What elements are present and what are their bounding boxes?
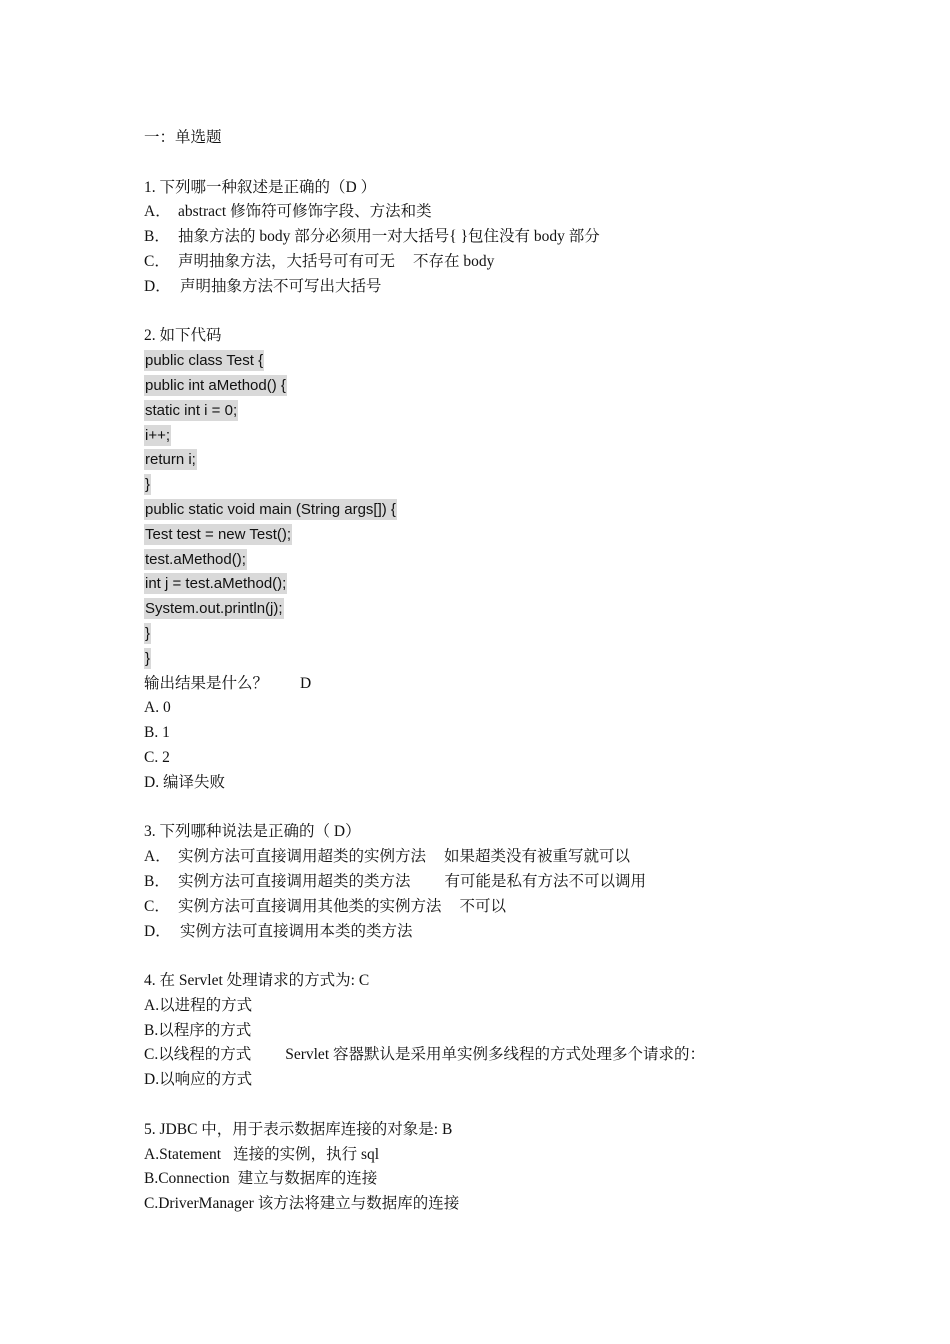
option-d: D.以响应的方式 (144, 1071, 253, 1089)
code-line (144, 473, 844, 498)
option-text: 实例方法可直接调用其他类的实例方法 (178, 897, 442, 915)
code-line (144, 597, 844, 622)
code-text: public class Test { (145, 352, 264, 370)
question-stem: 4. 在 Servlet 处理请求的方式为: C (144, 972, 370, 990)
option-c: C. 2 (144, 748, 170, 766)
question-4 (144, 969, 844, 1093)
code-text: int j = test.aMethod(); (145, 575, 287, 593)
option-note: 连接的实例，执行 sql (233, 1145, 380, 1163)
question-2 (144, 324, 844, 795)
code-text: System.out.println(j); (145, 600, 283, 618)
option-c (144, 1192, 844, 1217)
option-text: C.以线程的方式 (144, 1046, 252, 1064)
option-text: 声明抽象方法，大括号可有可无 (178, 252, 396, 270)
option-note: 如果超类没有被重写就可以 (444, 848, 631, 866)
option-text: 抽象方法的 body 部分必须用一对大括号{ }包住没有 body 部分 (178, 228, 600, 246)
question-stem: 1. 下列哪一种叙述是正确的（D ） (144, 178, 377, 196)
section-title: 一：单选题 (144, 129, 222, 146)
option-label: D． (144, 277, 171, 295)
option-note: Servlet 容器默认是采用单实例多线程的方式处理多个请求的： (285, 1046, 705, 1064)
option-note: 该方法将建立与数据库的连接 (257, 1195, 460, 1213)
option-note: 建立与数据库的连接 (237, 1170, 378, 1188)
option-b (144, 225, 844, 250)
document-page (144, 126, 844, 1217)
question-stem: 2. 如下代码 (144, 327, 222, 345)
question-stem: 3. 下列哪种说法是正确的（ D） (144, 823, 361, 841)
code-block (144, 349, 844, 671)
code-text: } (145, 649, 151, 667)
option-text: 实例方法可直接调用本类的类方法 (180, 922, 413, 940)
option-c (144, 895, 844, 920)
option-note: 不存在 body (413, 252, 495, 270)
question-stem: 5. JDBC 中，用于表示数据库连接的对象是: B (144, 1120, 453, 1138)
code-line (144, 647, 844, 672)
blank-line (144, 151, 844, 176)
option-text: C.DriverManager (144, 1195, 254, 1213)
option-text: A.Statement (144, 1145, 222, 1163)
question-3 (144, 820, 844, 944)
question-prompt (144, 672, 844, 697)
option-text: abstract 修饰符可修饰字段、方法和类 (178, 203, 432, 221)
code-text: i++; (145, 426, 171, 444)
blank-line (144, 1093, 844, 1118)
code-text: test.aMethod(); (145, 550, 246, 568)
code-text: static int i = 0; (145, 401, 238, 419)
code-line (144, 622, 844, 647)
option-label: C． (144, 897, 170, 915)
option-text: 实例方法可直接调用超类的实例方法 (178, 848, 427, 866)
option-label: C． (144, 252, 170, 270)
option-b: B.以程序的方式 (144, 1021, 252, 1039)
code-text: } (145, 476, 151, 494)
blank-line (144, 796, 844, 821)
code-text: } (145, 624, 151, 642)
option-a (144, 845, 844, 870)
question-1 (144, 176, 844, 300)
option-c (144, 1043, 844, 1068)
code-line (144, 572, 844, 597)
code-text: return i; (145, 451, 196, 469)
option-note: 不可以 (459, 897, 507, 915)
blank-line (144, 944, 844, 969)
option-text: 实例方法可直接调用超类的类方法 (178, 872, 411, 890)
option-label: D． (144, 922, 171, 940)
blank-line (144, 300, 844, 325)
code-line (144, 374, 844, 399)
code-line (144, 399, 844, 424)
code-line (144, 448, 844, 473)
option-a (144, 200, 844, 225)
option-a (144, 1143, 844, 1168)
option-b (144, 1167, 844, 1192)
option-text: B.Connection (144, 1170, 230, 1188)
code-line (144, 523, 844, 548)
option-b (144, 870, 844, 895)
option-a: A.以进程的方式 (144, 996, 253, 1014)
option-c (144, 250, 844, 275)
option-d (144, 275, 844, 300)
option-text: 声明抽象方法不可写出大括号 (180, 277, 382, 295)
answer-text: D (300, 674, 312, 692)
option-label: A． (144, 203, 171, 221)
code-text: Test test = new Test(); (145, 525, 292, 543)
option-b: B. 1 (144, 724, 170, 742)
option-label: B． (144, 228, 170, 246)
code-line (144, 349, 844, 374)
option-note: 有可能是私有方法不可以调用 (444, 872, 647, 890)
option-label: A． (144, 848, 171, 866)
option-d (144, 920, 844, 945)
option-d: D. 编译失败 (144, 773, 225, 791)
prompt-text: 输出结果是什么？ (144, 674, 269, 692)
code-line (144, 548, 844, 573)
code-line (144, 498, 844, 523)
code-line (144, 424, 844, 449)
option-a: A. 0 (144, 699, 171, 717)
option-label: B． (144, 872, 170, 890)
code-text: public int aMethod() { (145, 376, 286, 394)
code-text: public static void main (String args[]) { (145, 500, 396, 518)
question-5 (144, 1118, 844, 1217)
